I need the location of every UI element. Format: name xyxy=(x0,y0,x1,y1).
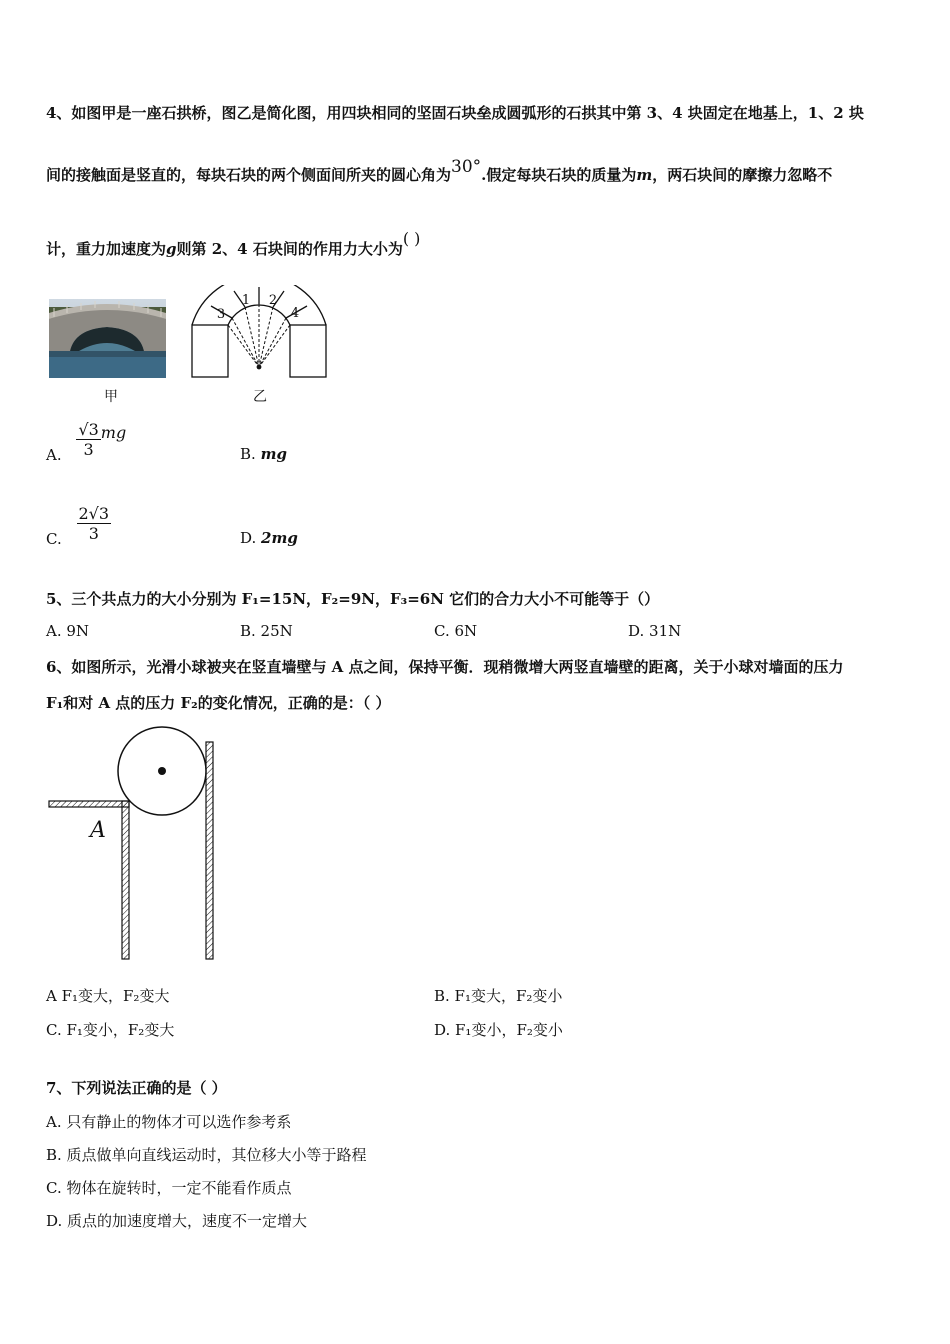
q7-option-b[interactable]: B. 质点做单向直线运动时，其位移大小等于路程 xyxy=(46,1146,367,1164)
q6-option-c[interactable]: C. F₁变小，F₂变大 xyxy=(46,1021,175,1039)
fraction xyxy=(76,420,100,459)
option-value: 2mg xyxy=(261,529,298,547)
q4-text: 则第 2、4 石块间的作用力大小为 xyxy=(176,240,403,258)
q6-option-d[interactable]: D. F₁变小，F₂变小 xyxy=(434,1021,563,1039)
q4-option-d[interactable] xyxy=(240,529,298,547)
q5-option-c[interactable]: C. 6N xyxy=(434,622,478,640)
denominator: 3 xyxy=(83,440,94,459)
bridge-photo xyxy=(49,299,166,382)
q7-option-a[interactable]: A. 只有静止的物体才可以选作参考系 xyxy=(46,1113,292,1131)
denominator: 3 xyxy=(88,524,99,543)
q6-option-b[interactable]: B. F₁变大，F₂变小 xyxy=(434,987,563,1005)
numerator: √3 xyxy=(78,420,99,439)
q7-option-c[interactable]: C. 物体在旋转时，一定不能看作质点 xyxy=(46,1179,292,1197)
q7-stem: 7、下列说法正确的是（ ） xyxy=(46,1079,227,1097)
option-label: C. xyxy=(46,529,62,548)
q4-text: 间的接触面是竖直的，每块石块的两个侧面间所夹的圆心角为 xyxy=(46,166,452,184)
option-label: A. xyxy=(46,445,62,464)
q4-stem-line1: 4、如图甲是一座石拱桥，图乙是简化图，用四块相同的坚固石块垒成圆弧形的石拱其中第 3、4 块固定在地基上，1、2 块 xyxy=(46,104,864,122)
q5-option-b[interactable]: B. 25N xyxy=(240,622,293,640)
q6-option-a[interactable]: A F₁变大，F₂变大 xyxy=(46,987,170,1005)
g-symbol: g xyxy=(166,240,177,258)
q7-option-d[interactable]: D. 质点的加速度增大，速度不一定增大 xyxy=(46,1212,308,1230)
q4-text: 计，重力加速度为 xyxy=(46,240,167,258)
ball-wall-diagram xyxy=(46,725,226,969)
q4-stem-line2 xyxy=(46,157,833,185)
option-value: mg xyxy=(260,445,287,463)
stone-label-2: 2 xyxy=(268,293,278,308)
point-a-label: A xyxy=(90,818,106,843)
stone-label-3: 3 xyxy=(216,307,226,322)
q6-stem-line2: F₁和对 A 点的压力 F₂的变化情况，正确的是：（ ） xyxy=(46,694,391,712)
stone-label-4: 4 xyxy=(290,306,300,321)
option-label: D. xyxy=(240,529,257,547)
mass-symbol: m xyxy=(636,166,653,184)
q6-stem-line1: 6、如图所示，光滑小球被夹在竖直墙壁与 A 点之间，保持平衡．现稍微增大两竖直墙壁的距离，关于小球对墙面的压力 xyxy=(46,658,844,676)
q4-option-c[interactable] xyxy=(46,504,111,548)
q5-option-d[interactable]: D. 31N xyxy=(628,622,682,640)
caption-yi: 乙 xyxy=(253,389,267,405)
numerator: 2√3 xyxy=(78,504,110,523)
q5-option-a[interactable]: A. 9N xyxy=(46,622,90,640)
caption-jia: 甲 xyxy=(104,389,118,405)
q4-stem-line3 xyxy=(46,229,421,259)
stone-label-1: 1 xyxy=(241,293,251,308)
mg-term: mg xyxy=(100,422,127,442)
q4-option-a[interactable] xyxy=(46,420,127,464)
fraction xyxy=(77,504,112,543)
q5-stem: 5、三个共点力的大小分别为 F₁=15N，F₂=9N，F₃=6N 它们的合力大小不可能等于（） xyxy=(46,590,660,608)
q4-option-b[interactable] xyxy=(240,445,287,463)
q4-text: .假定每块石块的质量为 xyxy=(481,166,637,184)
q4-text: ，两石块间的摩擦力忽略不 xyxy=(652,166,833,184)
option-label: B. xyxy=(240,445,256,463)
arch-diagram xyxy=(190,285,330,384)
angle-value: 30° xyxy=(451,157,482,177)
answer-paren: ( ) xyxy=(402,229,421,248)
